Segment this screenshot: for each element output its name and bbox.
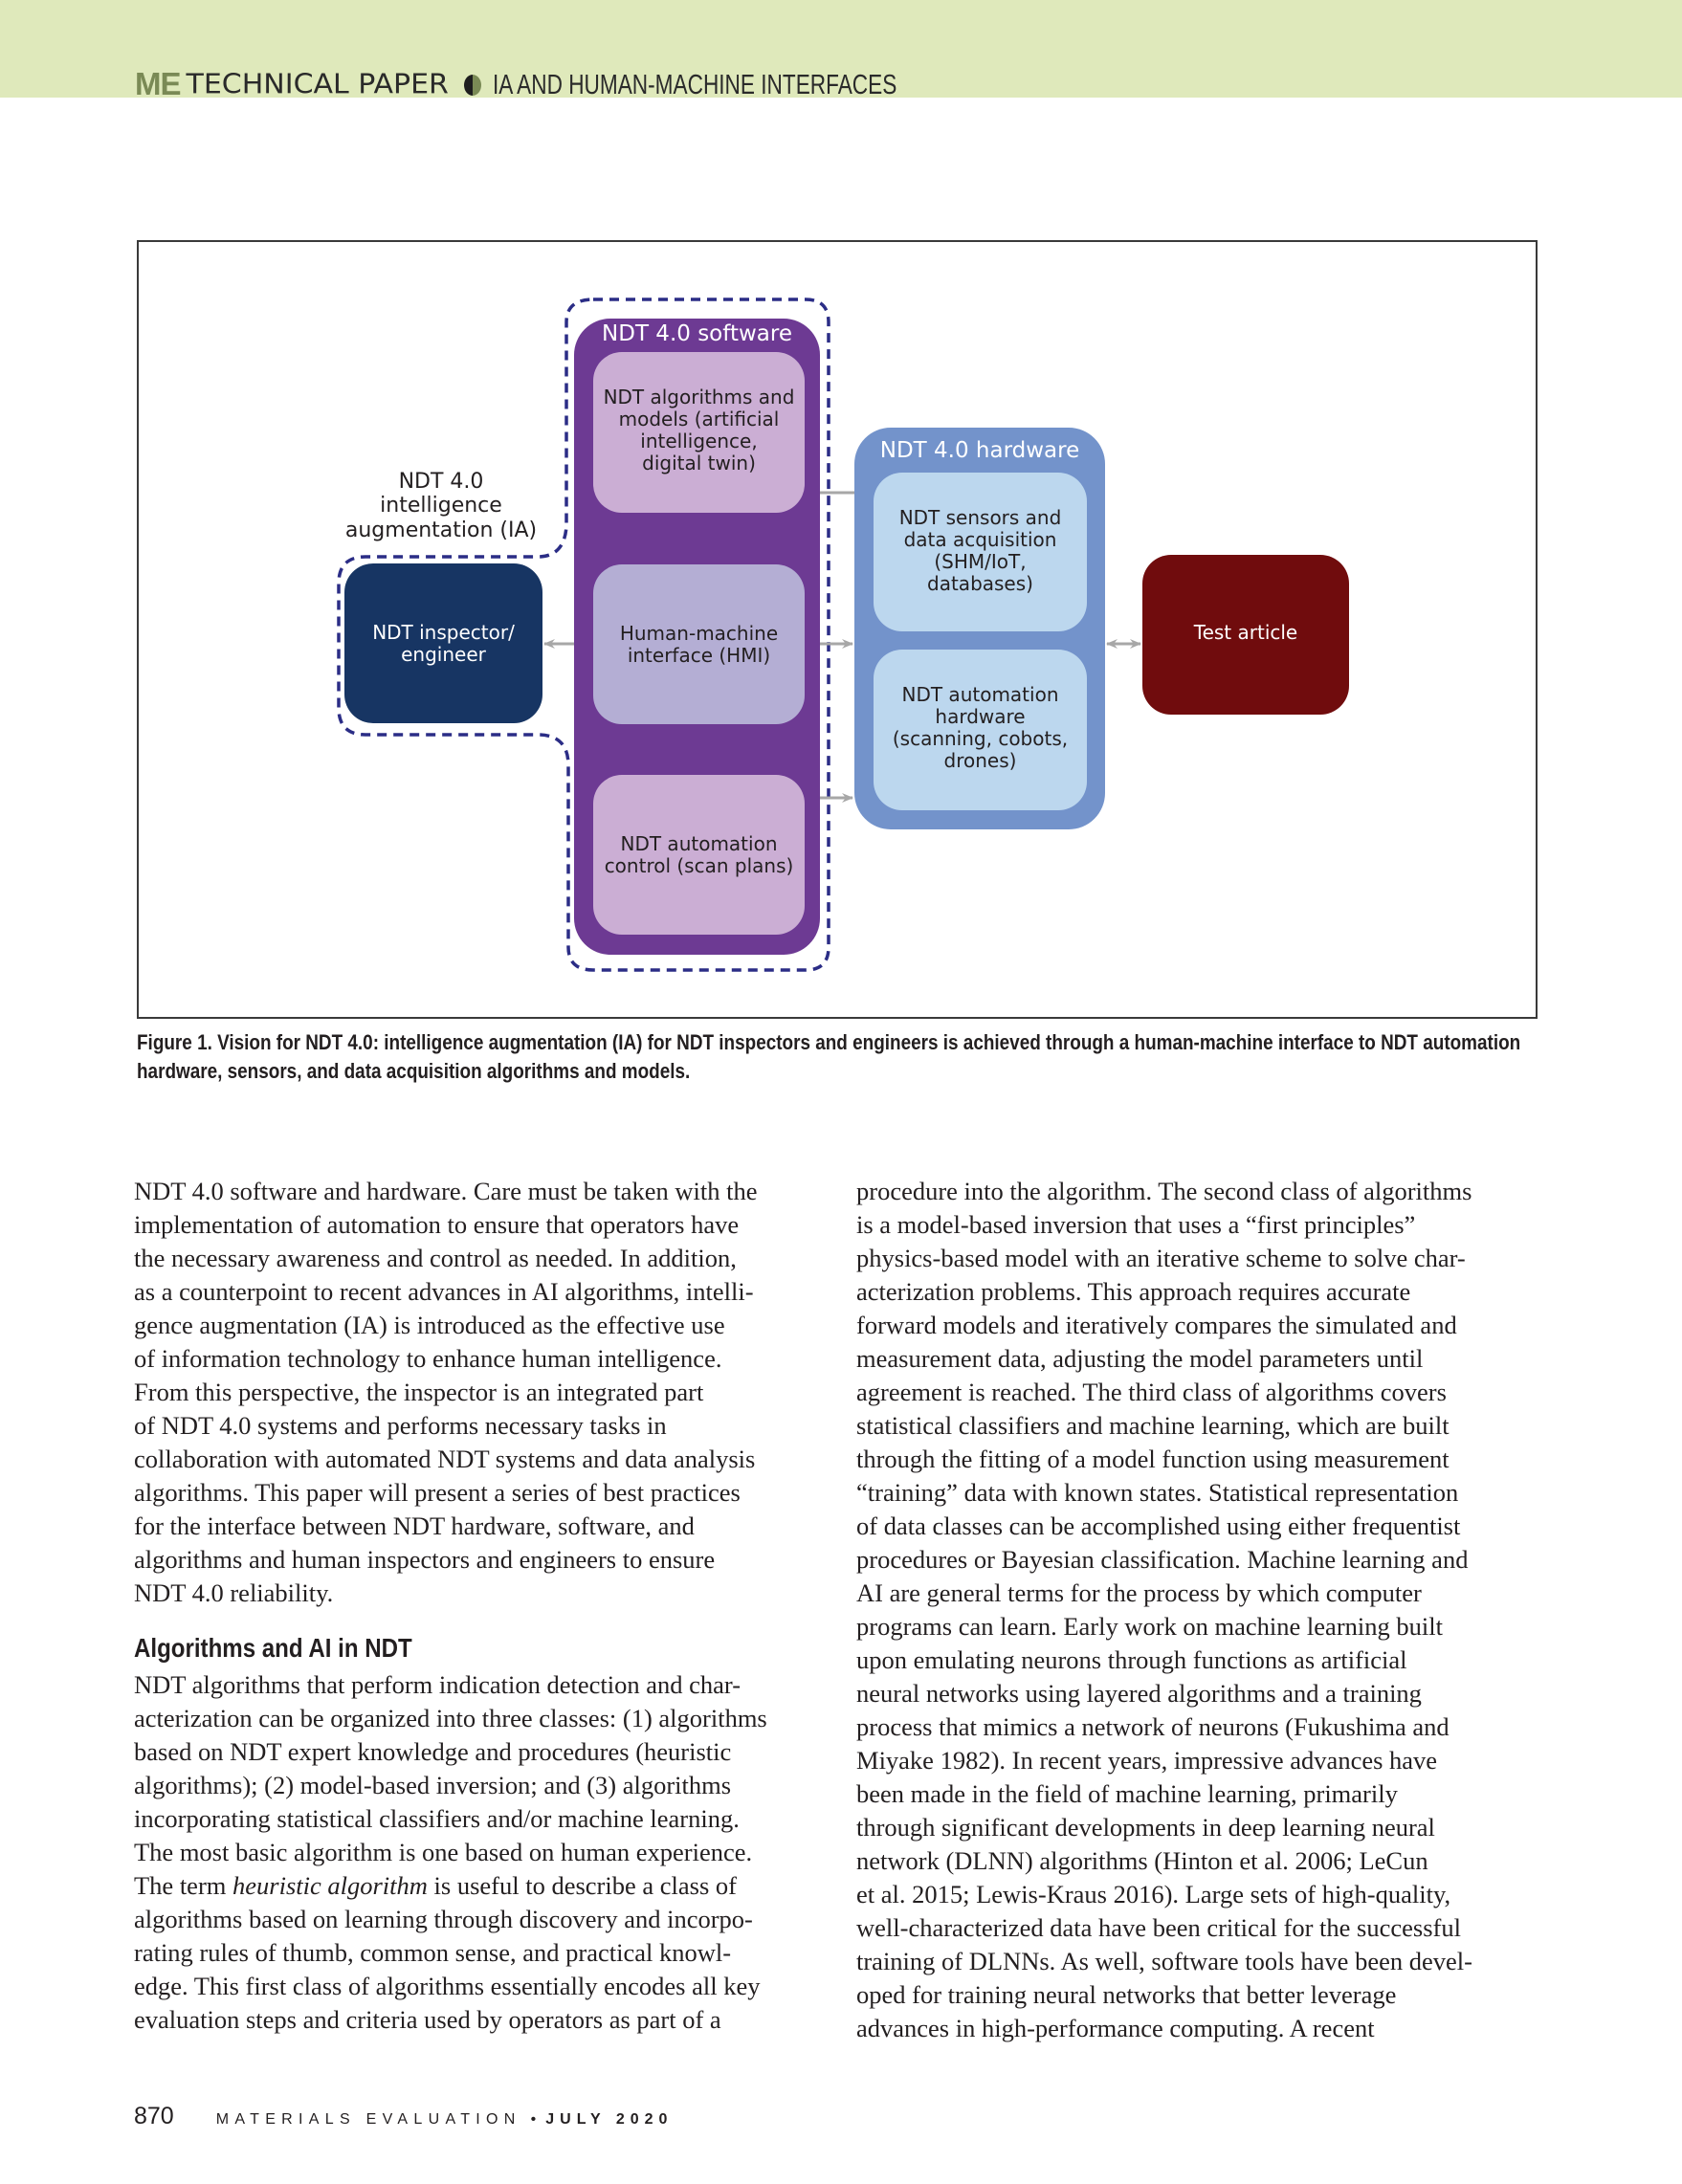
algorithms-label-line: models (artificial bbox=[618, 408, 780, 430]
software-title: NDT 4.0 software bbox=[602, 321, 792, 346]
text-line: algorithms. This paper will present a series of best practices bbox=[134, 1478, 741, 1507]
sensors-label-line: NDT sensors and bbox=[898, 506, 1062, 529]
text-line: agreement is reached. The third class of algorithms covers bbox=[856, 1378, 1447, 1406]
text-line: advances in high-performance computing. A recent bbox=[856, 2014, 1375, 2042]
text-line: measurement data, adjusting the model parameters until bbox=[856, 1344, 1424, 1373]
text-line: training of DLNNs. As well, software tools have been devel- bbox=[856, 1947, 1472, 1975]
test-article-label: Test article bbox=[1193, 621, 1298, 644]
bullet-separator: • bbox=[530, 2111, 537, 2128]
text-line: algorithms and human inspectors and engineers to ensure bbox=[134, 1545, 716, 1574]
section-heading: Algorithms and AI in NDT bbox=[134, 1633, 412, 1663]
algorithms-box bbox=[593, 352, 805, 513]
text-line: been made in the field of machine learning, primarily bbox=[856, 1779, 1398, 1808]
automation-control-label-line: control (scan plans) bbox=[604, 853, 794, 877]
text-line: “training” data with known states. Statistical representation bbox=[856, 1478, 1459, 1507]
text-line: acterization problems. This approach requires accurate bbox=[856, 1277, 1411, 1306]
text-line: NDT 4.0 software and hardware. Care must be taken with the bbox=[134, 1177, 758, 1205]
ia-label-line: augmentation (IA) bbox=[344, 518, 538, 542]
text-line: neural networks using layered algorithms and a training bbox=[856, 1679, 1422, 1708]
text-line: for the interface between NDT hardware, software, and bbox=[134, 1511, 695, 1540]
text-line: evaluation steps and criteria used by operators as part of a bbox=[134, 2005, 721, 2034]
hardware-title: NDT 4.0 hardware bbox=[879, 438, 1080, 463]
text-line: statistical classifiers and machine learning, which are built bbox=[856, 1411, 1450, 1440]
text-line: algorithms); (2) model-based inversion; and (3) algorithms bbox=[134, 1771, 732, 1799]
automation-hardware-label-line: drones) bbox=[943, 749, 1017, 772]
text-line: of data classes can be accomplished using either frequentist bbox=[856, 1511, 1461, 1540]
text-line: oped for training neural networks that better leverage bbox=[856, 1980, 1397, 2009]
text-line: acterization can be organized into three classes: (1) algorithms bbox=[134, 1704, 767, 1732]
ia-label-line: NDT 4.0 bbox=[398, 470, 484, 495]
text-line: physics-based model with an iterative scheme to solve char- bbox=[856, 1244, 1466, 1272]
algorithms-label-line: intelligence, bbox=[640, 430, 758, 452]
automation-hardware-label-line: NDT automation bbox=[901, 683, 1059, 706]
journal-name: MATERIALS EVALUATION bbox=[215, 2111, 521, 2128]
ia-label-line: intelligence bbox=[380, 494, 502, 518]
text-line: rating rules of thumb, common sense, and practical knowl- bbox=[134, 1938, 732, 1967]
text-fragment: The term bbox=[134, 1871, 233, 1900]
text-line: NDT 4.0 reliability. bbox=[134, 1578, 334, 1607]
paragraph bbox=[134, 1175, 823, 1610]
sensors-box bbox=[874, 473, 1087, 631]
text-line: network (DLNN) algorithms (Hinton et al. 2006; LeCun bbox=[856, 1846, 1428, 1875]
inspector-label-line: NDT inspector/ bbox=[372, 620, 515, 644]
hmi-label-line: interface (HMI) bbox=[627, 643, 771, 667]
inspector-box bbox=[344, 563, 542, 723]
paragraph bbox=[134, 1668, 823, 2037]
sensors-label-line: data acquisition bbox=[903, 528, 1057, 551]
text-line: of NDT 4.0 systems and performs necessary tasks in bbox=[134, 1411, 667, 1440]
text-line: gence augmentation (IA) is introduced as the effective use bbox=[134, 1311, 725, 1339]
section-label: TECHNICAL PAPER bbox=[186, 68, 449, 101]
italic-term: heuristic algorithm bbox=[232, 1871, 428, 1900]
sensors-label-line: databases) bbox=[927, 572, 1033, 595]
text-fragment: is useful to describe a class of bbox=[427, 1871, 737, 1900]
text-line: well-characterized data have been critical for the successful bbox=[856, 1913, 1461, 1942]
text-line: based on NDT expert knowledge and procedures (heuristic bbox=[134, 1737, 732, 1766]
text-line: edge. This first class of algorithms essentially encodes all key bbox=[134, 1972, 761, 2000]
me-logo: ME bbox=[135, 66, 181, 101]
page-footer bbox=[134, 2103, 673, 2130]
text-line: implementation of automation to ensure that operators have bbox=[134, 1210, 740, 1239]
text-line: forward models and iteratively compares the simulated and bbox=[856, 1311, 1457, 1339]
figure-caption: Figure 1. Vision for NDT 4.0: intelligence augmentation (IA) for NDT inspectors and engineers is achieved through a human-machine interface to NDT automation hardware, sensors, and data acquisition algorithms and models. bbox=[137, 1030, 1521, 1083]
automation-hardware-label-line: hardware bbox=[935, 705, 1026, 728]
text-line: as a counterpoint to recent advances in AI algorithms, intelli- bbox=[134, 1277, 754, 1306]
text-line: procedure into the algorithm. The second class of algorithms bbox=[856, 1177, 1472, 1205]
text-line: The most basic algorithm is one based on human experience. bbox=[134, 1838, 753, 1866]
test-article-box bbox=[1142, 555, 1349, 715]
text-line: through the fitting of a model function using measurement bbox=[856, 1445, 1450, 1473]
text-line: NDT algorithms that perform indication detection and char- bbox=[134, 1670, 741, 1699]
text-line: the necessary awareness and control as needed. In addition, bbox=[134, 1244, 737, 1272]
text-line: incorporating statistical classifiers and/or machine learning. bbox=[134, 1804, 740, 1833]
paragraph bbox=[856, 1175, 1545, 2045]
text-line: Miyake 1982). In recent years, impressive advances have bbox=[856, 1746, 1438, 1775]
text-line: of information technology to enhance human intelligence. bbox=[134, 1344, 722, 1373]
text-line: From this perspective, the inspector is an integrated part bbox=[134, 1378, 704, 1406]
text-line: through significant developments in deep learning neural bbox=[856, 1813, 1435, 1842]
algorithms-label-line: NDT algorithms and bbox=[603, 386, 795, 408]
half-circle-icon bbox=[464, 75, 481, 96]
issue-date: JULY 2020 bbox=[545, 2111, 674, 2128]
right-column bbox=[856, 1175, 1545, 2045]
running-header bbox=[135, 66, 1010, 101]
text-line: et al. 2015; Lewis-Kraus 2016). Large sets of high-quality, bbox=[856, 1880, 1451, 1908]
ia-label bbox=[333, 467, 549, 545]
text-line: upon emulating neurons through functions as artificial bbox=[856, 1645, 1407, 1674]
left-column bbox=[134, 1175, 823, 2037]
automation-control-box bbox=[593, 775, 805, 935]
hmi-label-line: Human-machine bbox=[619, 621, 779, 645]
page-number: 870 bbox=[134, 2103, 174, 2129]
hmi-box bbox=[593, 564, 805, 724]
automation-hardware-label-line: (scanning, cobots, bbox=[892, 727, 1069, 750]
sensors-label-line: (SHM/IoT, bbox=[934, 550, 1027, 573]
text-line: collaboration with automated NDT systems and data analysis bbox=[134, 1445, 756, 1473]
text-line: process that mimics a network of neurons (Fukushima and bbox=[856, 1712, 1450, 1741]
text-line: algorithms based on learning through discovery and incorpo- bbox=[134, 1905, 753, 1933]
automation-hardware-box bbox=[874, 650, 1087, 810]
text-line: procedures or Bayesian classification. Machine learning and bbox=[856, 1545, 1469, 1574]
text-line: AI are general terms for the process by which computer bbox=[856, 1578, 1422, 1607]
text-line: programs can learn. Early work on machine learning built bbox=[856, 1612, 1443, 1641]
text-line bbox=[134, 1869, 823, 1903]
inspector-label-line: engineer bbox=[401, 642, 486, 666]
topic-label: IA AND HUMAN-MACHINE INTERFACES bbox=[492, 70, 897, 100]
automation-control-label-line: NDT automation bbox=[620, 831, 778, 855]
algorithms-label-line: digital twin) bbox=[642, 452, 756, 474]
text-line: is a model-based inversion that uses a “first principles” bbox=[856, 1210, 1416, 1239]
